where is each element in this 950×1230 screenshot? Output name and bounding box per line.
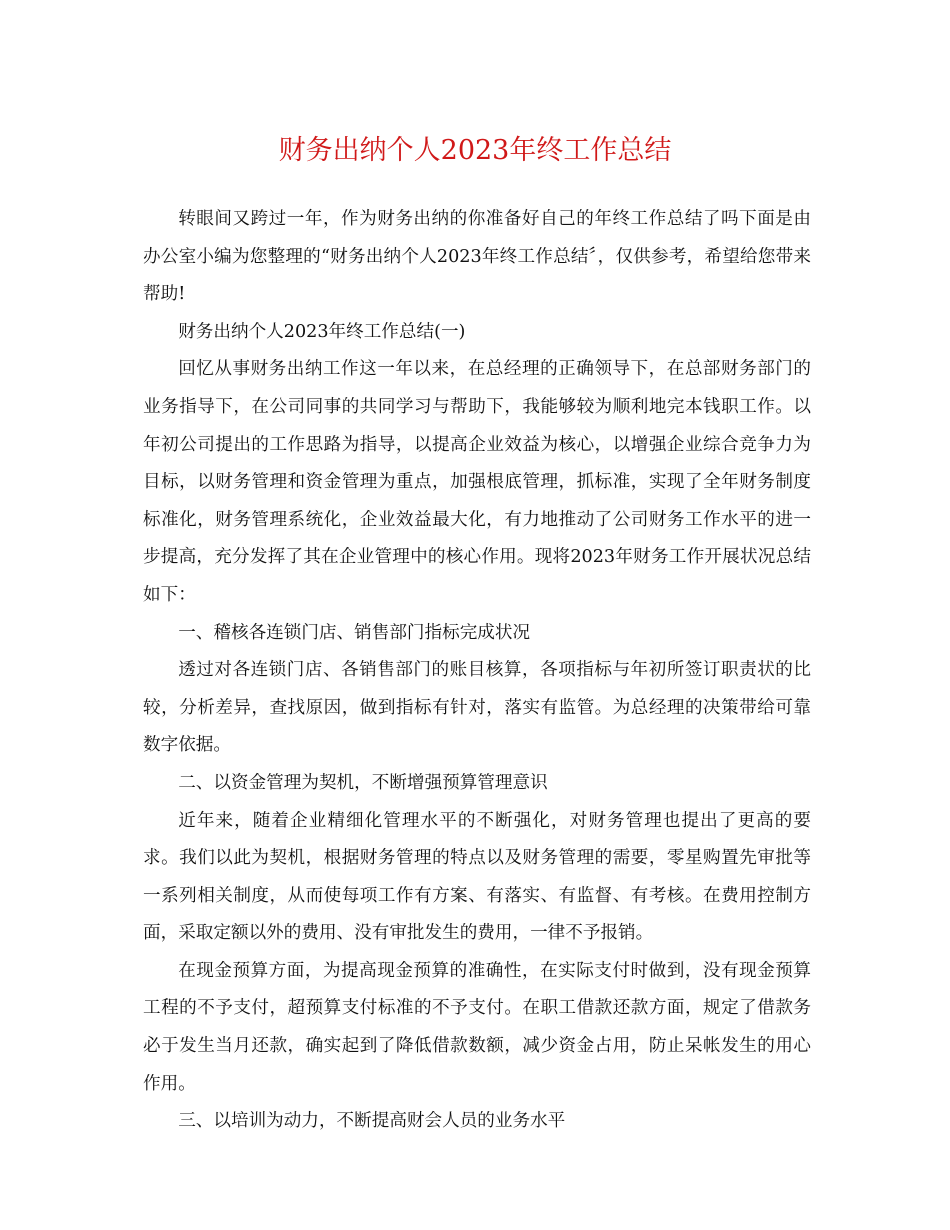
document-title: 财务出纳个人2023年终工作总结 [278,135,672,166]
section-2-paragraph: 近年来，随着企业精细化管理水平的不断强化，对财务管理也提出了更高的要求。我们以此为契机，根据财务管理的特点以及财务管理的需要，零星购置先审批等一系列相关制度，从而使每项工作有方案、有落实、有监督、有考核。在费用控制方面，采取定额以外的费用、没有审批发生的费用，一律不予报销。 [143,810,811,944]
section-1-paragraph: 透过对各连锁门店、各销售部门的账目核算，各项指标与年初所签订职责状的比较，分析差异，查找原因，做到指标有针对，落实有监管。为总经理的决策带给可靠数字依据。 [143,660,811,756]
section-heading-1: 一、稽核各连锁门店、销售部门指标完成状况 [178,622,531,643]
intro-paragraph: 转眼间又跨过一年，作为财务出纳的你准备好自己的年终工作总结了吗下面是由办公室小编为您整理的“财务出纳个人2023年终工作总结〞，仅供参考，希望给您带来帮助! [143,209,811,305]
section-heading-2: 二、以资金管理为契机，不断增强预算管理意识 [178,772,548,793]
document-body [143,201,811,1141]
section-heading-3: 三、以培训为动力，不断提高财会人员的业务水平 [178,1111,566,1132]
review-paragraph: 回忆从事财务出纳工作这一年以来，在总经理的正确领导下，在总部财务部门的业务指导下，在公司同事的共同学习与帮助下，我能够较为顺利地完本钱职工作。以年初公司提出的工作思路为指导，以提高企业效益为核心，以增强企业综合竞争力为目标，以财务管理和资金管理为重点，加强根底管理，抓标准，实现了全年财务制度标准化，财务管理系统化，企业效益最大化，有力地推动了公司财务工作水平的进一步提高，充分发挥了其在企业管理中的核心作用。现将2023年财务工作开展状况总结如下： [143,359,811,605]
cash-budget-paragraph: 在现金预算方面，为提高现金预算的准确性，在实际支付时做到，没有现金预算工程的不予支付，超预算支付标准的不予支付。在职工借款还款方面，规定了借款务必于发生当月还款，确实起到了降低借款数额，减少资金占用，防止呆帐发生的用心作用。 [143,960,811,1094]
section-heading-part-one: 财务出纳个人2023年终工作总结(一) [178,321,466,342]
